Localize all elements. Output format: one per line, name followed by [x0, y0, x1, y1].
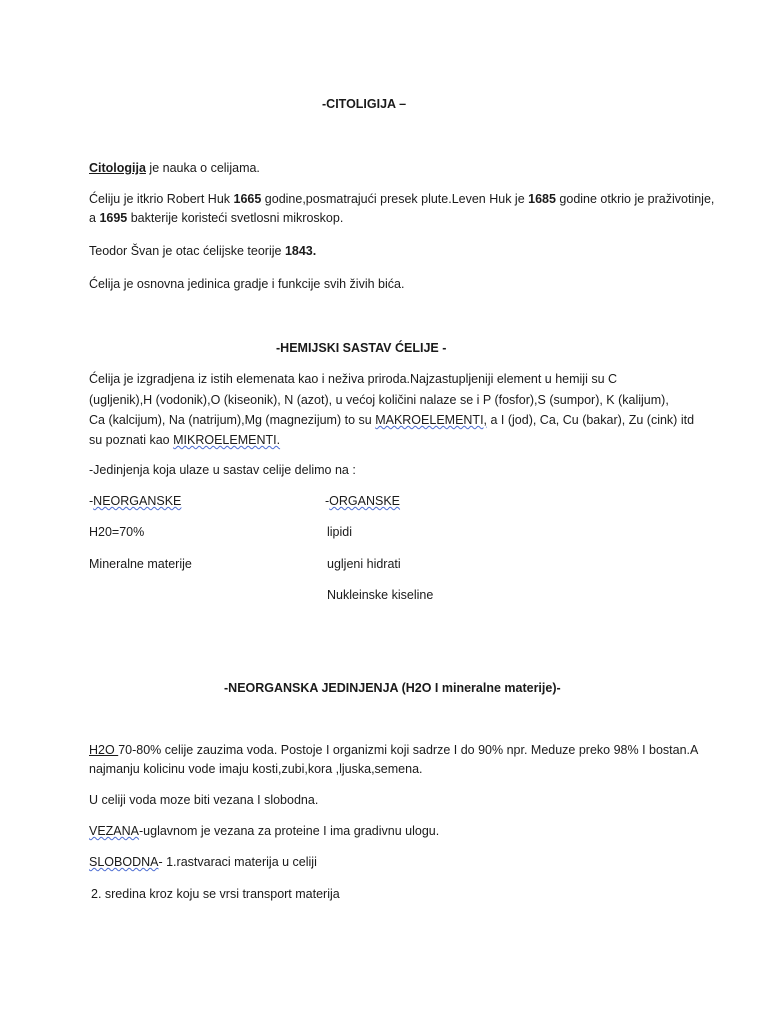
list-item-lipidi: lipidi: [327, 525, 353, 539]
list-item-nukleinske-kiseline: Nukleinske kiseline: [327, 588, 434, 602]
water-line-6: 2. sredina kroz koju se vrsi transport materija: [91, 887, 340, 901]
chem-text: su poznati kao: [89, 433, 174, 447]
column-heading-organske: [325, 493, 400, 509]
history-line-3: [89, 243, 316, 259]
water-line-2: najmanju kolicinu vode imaju kosti,zubi,kora ,ljuska,semena.: [89, 762, 423, 776]
compounds-intro: -Jedinjenja koja ulaze u sastav celije delimo na :: [89, 463, 356, 477]
water-line-3: U celiji voda moze biti vezana I slobodna.: [89, 793, 319, 807]
chem-line-4: [89, 432, 280, 448]
list-item-water: H20=70%: [89, 525, 145, 539]
chem-text: Ca (kalcijum), Na (natrijum),Mg (magnezijum) to su: [89, 413, 376, 427]
year-1843: 1843.: [284, 244, 317, 258]
history-text: a: [89, 211, 100, 225]
history-text: Teodor Švan je otac ćelijske teorije: [89, 244, 285, 258]
term-vezana: VEZANA: [89, 824, 140, 838]
section-heading-neorganska-jedinjenja: -NEORGANSKA JEDINJENJA (H2O I mineralne materije)-: [224, 681, 561, 695]
year-1685: 1685: [528, 192, 556, 206]
intro-text: je nauka o celijama.: [145, 161, 260, 175]
history-text: Ćeliju je itkrio Robert Huk: [89, 192, 234, 206]
term-citologija: Citologija: [89, 161, 146, 175]
history-line-4: Ćelija je osnovna jedinica gradje i funkcije svih živih bića.: [89, 277, 405, 291]
history-text: godine otkrio je praživotinje,: [555, 192, 715, 206]
history-text: godine,posmatrajući presek plute.Leven Huk je: [261, 192, 529, 206]
term-mikroelementi: MIKROELEMENTI.: [173, 433, 281, 447]
water-text: -uglavnom je vezana za proteine I ima gradivnu ulogu.: [139, 824, 440, 838]
history-text: bakterije koristeći svetlosni mikroskop.: [127, 211, 344, 225]
column-heading-neorganske: [89, 493, 181, 509]
water-line-vezana: [89, 823, 439, 839]
list-item-ugljeni-hidrati: ugljeni hidrati: [327, 557, 401, 571]
intro-paragraph: [89, 160, 260, 176]
chem-line-3: [89, 412, 694, 428]
organske-label: ORGANSKE: [329, 494, 401, 508]
history-line-1: [89, 191, 714, 207]
neorganske-label: NEORGANSKE: [93, 494, 182, 508]
water-text: 70-80% celije zauzima voda. Postoje I organizmi koji sadrze I do 90% npr. Meduze preko 98% I bostan.A: [118, 743, 699, 757]
chem-line-2: (ugljenik),H (vodonik),O (kiseonik), N (azot), u većoj količini nalaze se i P (fosfor),S (sumpor), K (kalijum),: [89, 393, 669, 407]
year-1665: 1665: [233, 192, 262, 206]
water-line-1: [89, 742, 698, 758]
year-1695: 1695: [99, 211, 128, 225]
term-slobodna: SLOBODNA: [89, 855, 159, 869]
document-title: -CITOLIGIJA –: [322, 97, 407, 111]
list-item-mineralne-materije: Mineralne materije: [89, 557, 192, 571]
chem-text: a I (jod), Ca, Cu (bakar), Zu (cink) itd: [487, 413, 695, 427]
dash: -: [89, 494, 94, 508]
section-heading-hemijski-sastav: -HEMIJSKI SASTAV ĆELIJE -: [276, 341, 447, 355]
term-h2o: H2O: [89, 743, 119, 757]
history-line-2: [89, 210, 343, 226]
term-makroelementi: MAKROELEMENTI,: [375, 413, 488, 427]
water-text: - 1.rastvaraci materija u celiji: [158, 855, 317, 869]
water-line-slobodna: [89, 854, 317, 870]
chem-line-1: Ćelija je izgradjena iz istih elemenata kao i neživa priroda.Najzastupljeniji element u hemiji su C: [89, 372, 618, 386]
dash: -: [325, 494, 330, 508]
